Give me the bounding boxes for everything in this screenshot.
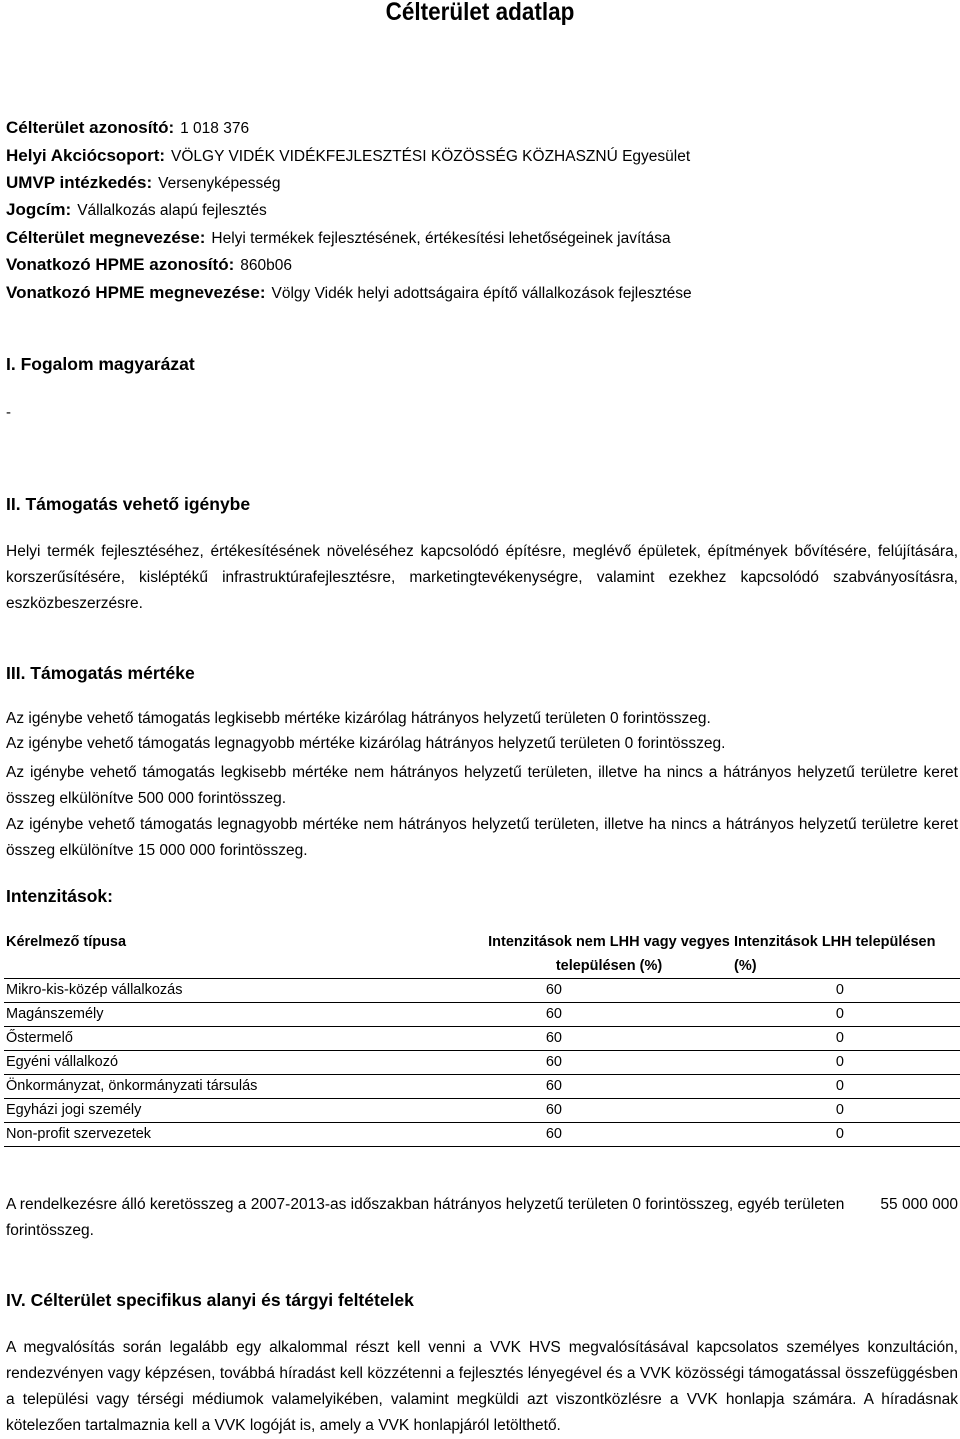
intensities-table (4, 930, 960, 1147)
section-heading-2: II. Támogatás vehető igénybe (6, 494, 251, 514)
section-2-text: Helyi termék fejlesztéséhez, értékesítésének növeléséhez kapcsolódó építésre, meglévő épületek, építmények bővítésére, felújítására, korszerűsítésére, kisléptékű infrastruktúrafejlesztésre, marketingtevékenységre, valamint ezekhez kapcsolódó szabványosításra, eszközbeszerzésre. (6, 543, 958, 612)
section-3-line: Az igénybe vehető támogatás legkisebb mértéke kizárólag hátrányos helyzetű területen 0 forintösszeg. (6, 710, 711, 727)
cell-lhh: 0 (732, 1003, 960, 1027)
cell-lhh: 0 (732, 1075, 960, 1099)
cell-nonlhh: 60 (484, 1123, 732, 1147)
meta-value: Versenyképesség (158, 175, 281, 192)
cell-lhh: 0 (732, 1051, 960, 1075)
section-1-text: - (6, 404, 11, 421)
meta-value: 860b06 (240, 257, 292, 274)
column-header: Kérelmező típusa (4, 930, 484, 979)
meta-value: Völgy Vidék helyi adottságaira építő vállalkozások fejlesztése (271, 285, 692, 302)
page-title: Célterület adatlap (385, 0, 575, 26)
section-3-line: Az igénybe vehető támogatás legkisebb mértéke nem hátrányos helyzetű területen, illetve ha nincs a hátrányos helyzetű területre keret összeg elkülönítve 500 000 forintösszeg. (6, 764, 958, 807)
meta-hpme-azonosito (6, 255, 292, 276)
meta-label: Vonatkozó HPME megnevezése: (6, 283, 266, 302)
budget-amount: 55 000 000 (880, 1196, 958, 1213)
meta-label: Jogcím: (6, 200, 72, 219)
column-header: Intenzitások nem LHH vagy vegyes településen (%) (484, 930, 732, 979)
section-3-line: Az igénybe vehető támogatás legnagyobb mértéke kizárólag hátrányos helyzetű területen 0 forintösszeg. (6, 735, 726, 752)
meta-megnevezes (6, 228, 671, 249)
cell-type: Egyéni vállalkozó (4, 1051, 484, 1075)
meta-label: Helyi Akciócsoport: (6, 146, 166, 165)
cell-nonlhh: 60 (484, 1027, 732, 1051)
meta-label: Vonatkozó HPME azonosító: (6, 255, 235, 274)
meta-value: VÖLGY VIDÉK VIDÉKFEJLESZTÉSI KÖZÖSSÉG KÖZHASZNÚ Egyesület (171, 148, 691, 165)
meta-azonosito (6, 118, 249, 139)
cell-type: Egyházi jogi személy (4, 1099, 484, 1123)
table-row (4, 1123, 960, 1147)
table-row (4, 1099, 960, 1123)
cell-type: Magánszemély (4, 1003, 484, 1027)
cell-type: Önkormányzat, önkormányzati társulás (4, 1075, 484, 1099)
cell-type: Őstermelő (4, 1027, 484, 1051)
meta-umvp (6, 173, 280, 194)
cell-lhh: 0 (732, 979, 960, 1003)
budget-text-end: forintösszeg. (6, 1222, 94, 1239)
intensities-heading: Intenzitások: (6, 886, 113, 906)
cell-nonlhh: 60 (484, 1051, 732, 1075)
section-heading-4: IV. Célterület specifikus alanyi és tárgyi feltételek (6, 1290, 414, 1310)
table-row (4, 1003, 960, 1027)
cell-lhh: 0 (732, 1027, 960, 1051)
cell-nonlhh: 60 (484, 1075, 732, 1099)
meta-value: 1 018 376 (180, 120, 250, 137)
meta-hpme-megnevezes (6, 283, 692, 304)
table-header-row (4, 930, 960, 979)
meta-value: Vállalkozás alapú fejlesztés (77, 202, 267, 219)
table-row (4, 979, 960, 1003)
meta-label: UMVP intézkedés: (6, 173, 153, 192)
section-3-line: Az igénybe vehető támogatás legnagyobb mértéke nem hátrányos helyzetű területen, illetve ha nincs a hátrányos helyzetű területre keret összeg elkülönítve 15 000 000 forintösszeg. (6, 816, 958, 859)
meta-label: Célterület azonosító: (6, 118, 175, 137)
meta-akciocsoport (6, 146, 690, 167)
cell-nonlhh: 60 (484, 979, 732, 1003)
cell-nonlhh: 60 (484, 1003, 732, 1027)
section-heading-3: III. Támogatás mértéke (6, 663, 195, 683)
meta-label: Célterület megnevezése: (6, 228, 206, 247)
cell-nonlhh: 60 (484, 1099, 732, 1123)
cell-lhh: 0 (732, 1123, 960, 1147)
section-heading-1: I. Fogalom magyarázat (6, 354, 195, 374)
table-row (4, 1051, 960, 1075)
meta-value: Helyi termékek fejlesztésének, értékesítési lehetőségeinek javítása (211, 230, 671, 247)
cell-lhh: 0 (732, 1099, 960, 1123)
cell-type: Mikro-kis-közép vállalkozás (4, 979, 484, 1003)
budget-paragraph (6, 1192, 958, 1244)
column-header: Intenzitások LHH településen (%) (732, 930, 960, 979)
budget-text: A rendelkezésre álló keretösszeg a 2007-2013-as időszakban hátrányos helyzetű területen 0 forintösszeg, egyéb területen (6, 1196, 845, 1213)
table-row (4, 1075, 960, 1099)
table-row (4, 1027, 960, 1051)
section-4-text: A megvalósítás során legalább egy alkalommal részt kell venni a VVK HVS megvalósításával kapcsolatos személyes konzultáción, rendezvényen vagy képzésen, továbbá híradást kell közzétenni a fejlesztés lényegével és a VVK közösségi támogatással összefüggésben a települési vagy térségi médiumok valamelyikében, valamint megküldi azt viszontközlésre a VVK honlapja számára. A híradásnak kötelezően tartalmaznia kell a VVK logóját is, amely a VVK honlapjáról letölthető. (6, 1339, 958, 1434)
cell-type: Non-profit szervezetek (4, 1123, 484, 1147)
meta-jogcim (6, 200, 267, 221)
